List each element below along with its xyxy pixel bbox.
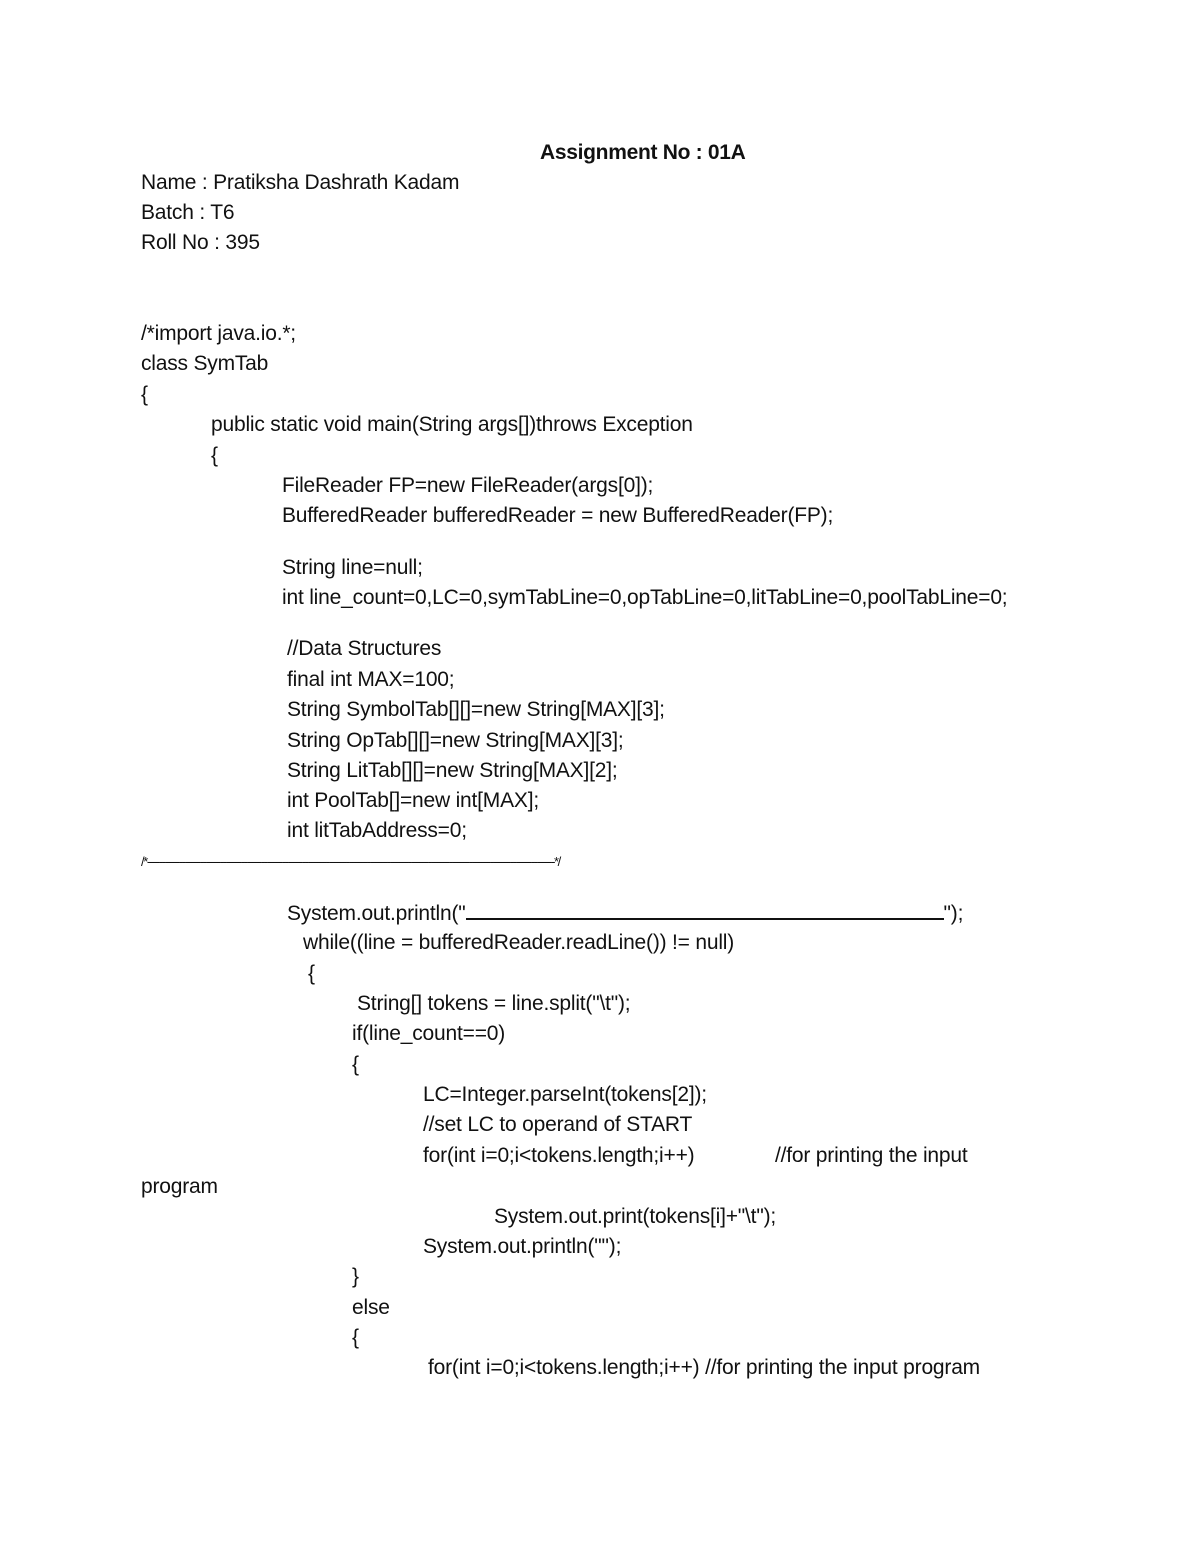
code-fragment: System.out.println(" [287,902,466,925]
student-roll-no: Roll No : 395 [141,231,260,254]
code-line: { [141,383,148,406]
code-line: System.out.println(""); [423,1235,622,1258]
code-comment: program [141,1175,218,1198]
code-line: String OpTab[][]=new String[MAX][3]; [287,729,624,752]
code-line: while((line = bufferedReader.readLine()) != null) [303,931,735,954]
code-comment: //Data Structures [287,637,442,660]
code-line: String[] tokens = line.split("\t"); [357,992,631,1015]
code-line: BufferedReader bufferedReader = new BufferedReader(FP); [282,504,834,527]
code-line: if(line_count==0) [352,1022,506,1045]
student-name: Name : Pratiksha Dashrath Kadam [141,171,460,194]
code-line: FileReader FP=new FileReader(args[0]); [282,474,654,497]
code-line: LC=Integer.parseInt(tokens[2]); [423,1083,707,1106]
code-comment: //set LC to operand of START [423,1113,693,1136]
code-line: { [211,444,218,467]
code-line: } [352,1265,359,1288]
code-line: /*import java.io.*; [141,322,296,345]
code-line: int line_count=0,LC=0,symTabLine=0,opTabLine=0,litTabLine=0,poolTabLine=0; [282,586,1008,609]
code-line: public static void main(String args[])throws Exception [211,413,693,436]
code-line: final int MAX=100; [287,668,455,691]
code-line: { [352,1053,359,1076]
code-line: for(int i=0;i<tokens.length;i++) //for printing the input program [428,1356,980,1379]
code-line [287,900,963,927]
code-line: int PoolTab[]=new int[MAX]; [287,789,539,812]
code-line: String LitTab[][]=new String[MAX][2]; [287,759,618,782]
code-line: String line=null; [282,556,423,579]
assignment-title: Assignment No : 01A [540,141,746,164]
code-line: else [352,1296,390,1319]
code-line: for(int i=0;i<tokens.length;i++) [423,1144,695,1167]
code-line: String SymbolTab[][]=new String[MAX][3]; [287,698,665,721]
student-batch: Batch : T6 [141,201,235,224]
code-separator-comment: /*-------------------------------------------------------------------------------------------------------------------------------------------*/ [141,854,560,869]
underline-blank [466,900,944,920]
code-line: { [308,962,315,985]
code-line: int litTabAddress=0; [287,819,467,842]
code-line: System.out.print(tokens[i]+"\t"); [494,1205,776,1228]
code-line: class SymTab [141,352,269,375]
code-comment: //for printing the input [775,1144,968,1167]
code-fragment: "); [943,902,964,925]
code-line: { [352,1326,359,1349]
